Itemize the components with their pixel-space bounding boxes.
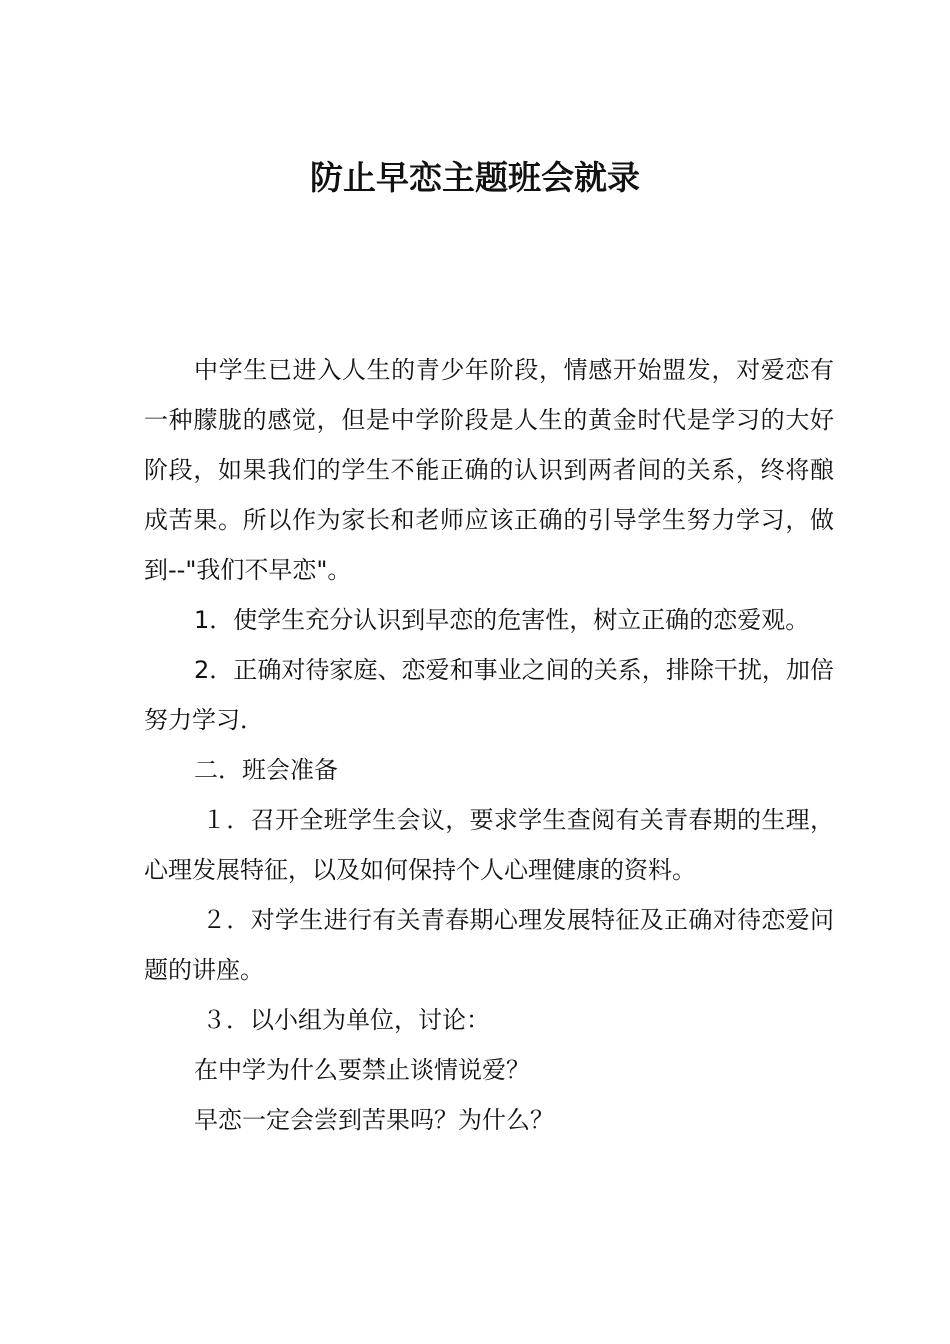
- document-body: [144, 345, 834, 1145]
- paragraph-prep-3: ３．以小组为单位，讨论：: [202, 1006, 490, 1034]
- section-heading-preparation: 二．班会准备: [194, 756, 338, 784]
- paragraph-intro: 中学生已进入人生的青少年阶段，情感开始盟发，对爱恋有一种朦胧的感觉，但是中学阶段是人生的黄金时代是学习的大好阶段，如果我们的学生不能正确的认识到两者间的关系，终将酿成苦果。所以作为家长和老师应该正确的引导学生努力学习，做到--"我们不早恋"。: [144, 356, 834, 584]
- discussion-question-2: 早恋一定会尝到苦果吗？为什么？: [194, 1106, 554, 1134]
- discussion-question-1: 在中学为什么要禁止谈情说爱？: [194, 1056, 530, 1084]
- document-title: 防止早恋主题班会就录: [310, 158, 640, 197]
- paragraph-prep-2: ２．对学生进行有关青春期心理发展特征及正确对待恋爱问题的讲座。: [144, 906, 834, 984]
- paragraph-goal-2: 2．正确对待家庭、恋爱和事业之间的关系，排除干扰，加倍努力学习．: [144, 656, 834, 734]
- paragraph-prep-1: １．召开全班学生会议，要求学生查阅有关青春期的生理，心理发展特征，以及如何保持个人心理健康的资料。: [144, 806, 834, 884]
- paragraph-goal-1: 1．使学生充分认识到早恋的危害性，树立正确的恋爱观。: [194, 606, 810, 634]
